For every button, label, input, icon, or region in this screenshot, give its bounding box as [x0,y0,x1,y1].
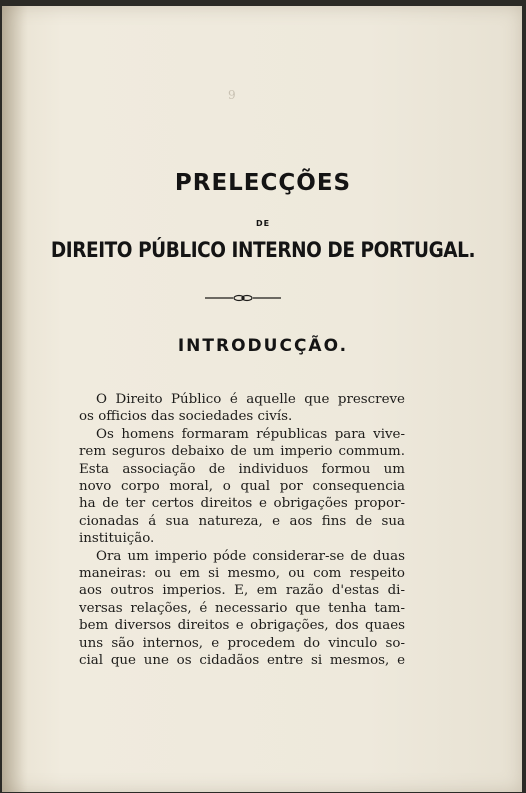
text-line: bem diversos direitos e obrigações, dos quaes [79,618,405,634]
text-line: cionadas á sua natureza, e aos fins de sua [79,513,405,529]
text-line: aos outros imperios. E, em razão d'estas di- [79,583,405,599]
text-line: O Direito Público é aquelle que prescreve [96,392,405,407]
text-line: versas relações, é necessario que tenha tam- [79,600,405,616]
book-subtitle: DIREITO PÚBLICO INTERNO DE PORTUGAL. [50,238,476,262]
text-line: Esta associação de individuos formou um [79,461,405,477]
text-line: cial que une os cidadãos entre si mesmos, e [79,653,405,669]
text-line: ha de ter certos direitos e obrigações propor- [79,496,405,512]
ornamental-rule [203,293,283,303]
section-heading: INTRODUCÇÃO. [177,336,349,356]
text-line: Ora um imperio póde considerar-se de duas [96,548,405,564]
body-text [79,391,405,670]
text-line: novo corpo moral, o qual por consequencia [79,479,405,495]
text-line: Os homens formaram républicas para vive- [96,426,405,442]
page-number: 9 [228,88,236,102]
text-line: uns são internos, e procedem do vinculo so- [79,635,405,651]
text-line: os officios das sociedades civís. [79,409,293,425]
title-connector: DE [255,219,271,228]
text-line: rem seguros debaixo de um imperio commum. [79,444,405,460]
text-line: maneiras: ou em si mesmo, ou com respeito [79,566,405,582]
book-title: PRELECÇÕES [174,170,352,196]
page-gutter-shadow [2,6,28,792]
text-line: instituição. [79,531,155,547]
